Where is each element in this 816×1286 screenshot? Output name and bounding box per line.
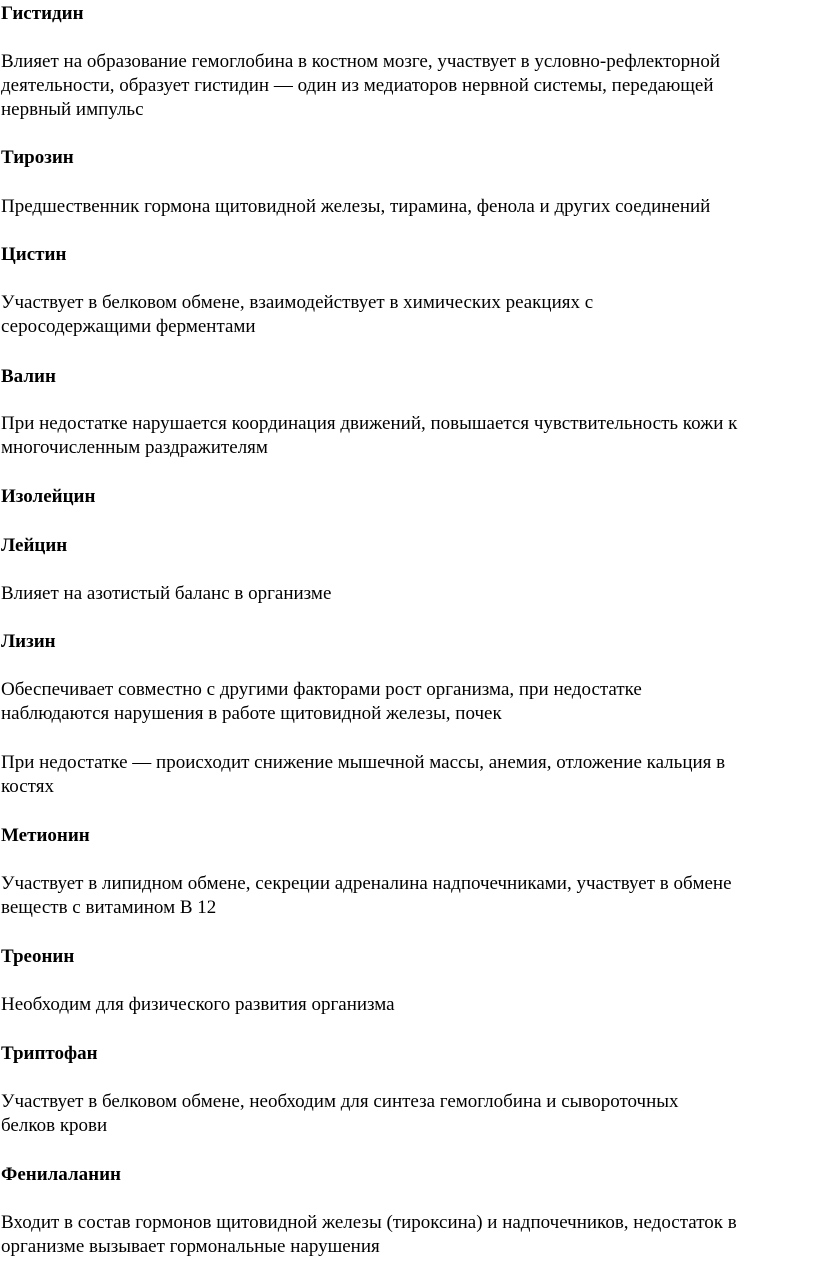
section-heading-valine: Валин [1,366,56,387]
paragraph-line: Влияет на образование гемоглобина в костном мозге, участвует в условно-рефлекторной [1,51,721,72]
section-paragraph-valine [1,412,815,460]
section-paragraph-tyrosine [1,195,815,219]
section-heading-threonine: Треонин [1,946,75,967]
section-paragraph-threonine [1,993,815,1017]
section-heading-leucine: Лейцин [1,535,68,556]
section-paragraph-tryptophan [1,1090,815,1138]
paragraph-line: Необходим для физического развития организма [1,994,395,1015]
paragraph-line: Участвует в белковом обмене, взаимодействует в химических реакциях с [1,292,594,313]
section-heading-methionine: Метионин [1,825,90,846]
section-paragraph-lysine-1 [1,678,815,726]
paragraph-line: белков крови [1,1115,108,1136]
section-paragraph-leucine [1,582,815,606]
paragraph-line: Участвует в белковом обмене, необходим для синтеза гемоглобина и сывороточных [1,1091,679,1112]
paragraph-line: серосодержащими ферментами [1,316,256,337]
section-heading-tryptophan: Триптофан [1,1043,98,1064]
paragraph-line: Входит в состав гормонов щитовидной железы (тироксина) и надпочечников, недостаток в [1,1212,737,1233]
paragraph-line: организме вызывает гормональные нарушения [1,1236,380,1257]
section-heading-tyrosine: Тирозин [1,147,74,168]
paragraph-line: многочисленным раздражителям [1,437,268,458]
paragraph-line: деятельности, образует гистидин — один из медиаторов нервной системы, передающей [1,75,714,96]
paragraph-line: Участвует в липидном обмене, секреции адреналина надпочечниками, участвует в обмене [1,873,732,894]
section-heading-phenylalanine: Фенилаланин [1,1164,121,1185]
paragraph-line: При недостатке — происходит снижение мышечной массы, анемия, отложение кальция в [1,752,726,773]
section-heading-histidine: Гистидин [1,3,84,24]
section-paragraph-histidine [1,50,815,122]
paragraph-line: Обеспечивает совместно с другими факторами рост организма, при недостатке [1,679,642,700]
section-paragraph-lysine-2 [1,751,815,799]
paragraph-line: нервный импульс [1,99,144,120]
section-paragraph-cystine [1,291,815,339]
paragraph-line: При недостатке нарушается координация движений, повышается чувствительность кожи к [1,413,738,434]
paragraph-line: веществ с витамином В 12 [1,897,217,918]
section-heading-lysine: Лизин [1,631,56,652]
paragraph-line: костях [1,776,54,797]
paragraph-line: наблюдаются нарушения в работе щитовидной железы, почек [1,703,502,724]
section-heading-cystine: Цистин [1,244,67,265]
paragraph-line: Предшественник гормона щитовидной железы, тирамина, фенола и других соединений [1,196,711,217]
section-paragraph-phenylalanine [1,1211,815,1259]
section-paragraph-methionine [1,872,815,920]
paragraph-line: Влияет на азотистый баланс в организме [1,583,332,604]
section-heading-isoleucine: Изолейцин [1,486,96,507]
